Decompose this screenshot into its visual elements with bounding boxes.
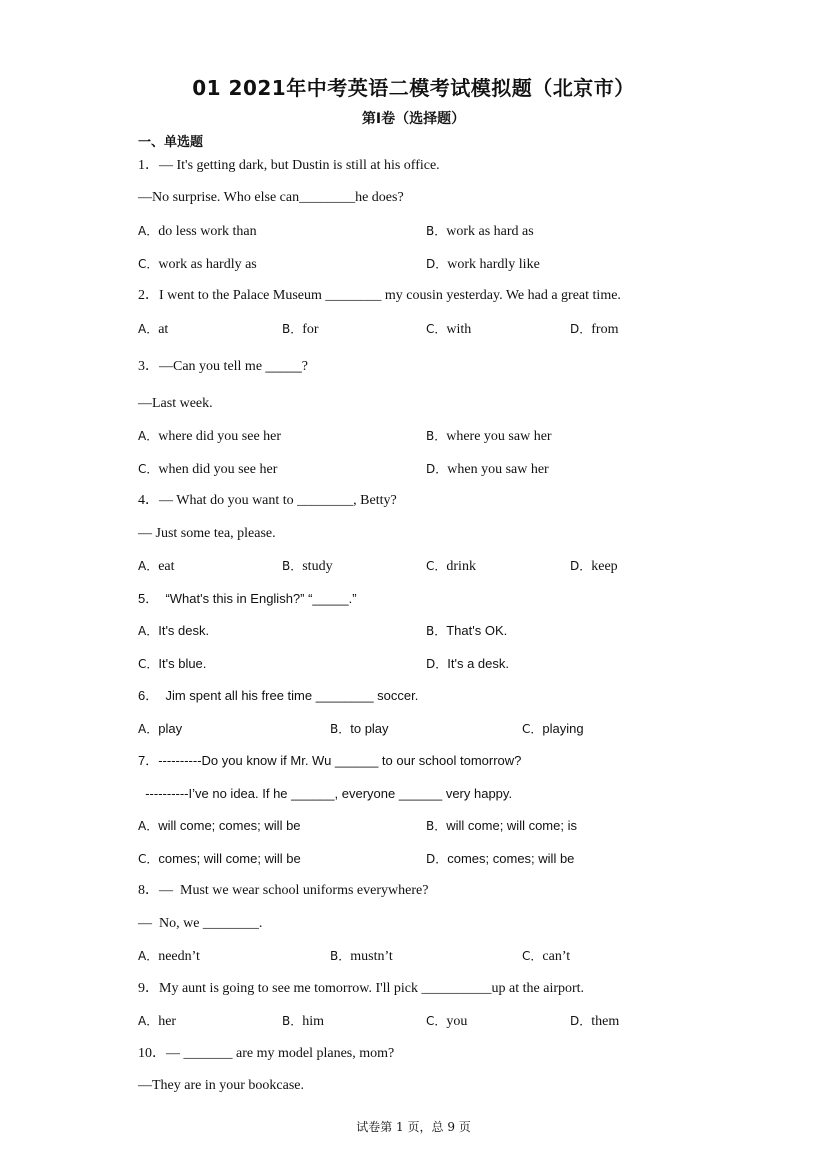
- question-2-option-d: D．from: [570, 322, 619, 337]
- question-5-option-a: A．It's desk.: [138, 623, 210, 638]
- question-7-option-b: B．will come; will come; is: [426, 818, 577, 833]
- question-9-stem: 9．My aunt is going to see me tomorrow. I'll pick __________up at the airport.: [138, 981, 585, 996]
- question-7-stem: 7．----------Do you know if Mr. Wu ______ to our school tomorrow?: [138, 753, 522, 768]
- question-3-reply: —Last week.: [138, 396, 213, 411]
- question-7-reply: ----------I’ve no idea. If he ______, everyone ______ very happy.: [138, 786, 513, 801]
- question-9-option-c: C．you: [426, 1014, 468, 1029]
- question-5-option-d: D．It's a desk.: [426, 656, 509, 671]
- question-8-reply: — No, we ________.: [138, 916, 263, 931]
- question-2-option-b: B．for: [282, 322, 319, 337]
- question-3-option-a: A．where did you see her: [138, 429, 282, 444]
- question-9-option-d: D．them: [570, 1014, 620, 1029]
- question-9-option-a: A．her: [138, 1014, 177, 1029]
- question-3-option-b: B．where you saw her: [426, 429, 552, 444]
- question-10-reply: —They are in your bookcase.: [138, 1078, 304, 1093]
- question-4-option-a: A．eat: [138, 559, 175, 574]
- question-8-stem: 8．— Must we wear school uniforms everywhere?: [138, 883, 429, 898]
- question-8-option-b: B．mustn’t: [330, 949, 393, 964]
- question-6-stem: 6． Jim spent all his free time ________ soccer.: [138, 688, 419, 703]
- question-6-option-a: A．play: [138, 721, 183, 736]
- question-5-stem: 5． “What's this in English?” “_____.”: [138, 591, 357, 606]
- question-8-option-c: C．can’t: [522, 949, 571, 964]
- section-heading: 一、单选题: [138, 135, 204, 150]
- question-4-option-d: D．keep: [570, 559, 618, 574]
- question-2-option-c: C．with: [426, 322, 472, 337]
- question-1-reply: —No surprise. Who else can________he does?: [138, 190, 404, 205]
- question-4-option-b: B．study: [282, 559, 333, 574]
- question-3-blank: _____: [265, 358, 302, 373]
- question-4-reply: — Just some tea, please.: [138, 526, 276, 541]
- question-5-option-b: B．That's OK.: [426, 623, 508, 638]
- question-3-stem: 3．—Can you tell me _____?: [138, 358, 308, 374]
- question-2-option-a: A．at: [138, 322, 169, 337]
- question-1-option-c: C．work as hardly as: [138, 257, 257, 272]
- question-7-option-d: D．comes; comes; will be: [426, 851, 575, 866]
- question-1-option-a: A．do less work than: [138, 224, 257, 239]
- question-4-option-c: C．drink: [426, 559, 476, 574]
- question-3-option-d: D．when you saw her: [426, 462, 549, 477]
- question-6-option-b: B．to play: [330, 721, 389, 736]
- question-5-option-c: C．It's blue.: [138, 656, 207, 671]
- page-footer: 试卷第 1 页，总 9 页: [356, 1120, 471, 1134]
- question-1-option-d: D．work hardly like: [426, 257, 540, 272]
- question-2-stem: 2．I went to the Palace Museum ________ my cousin yesterday. We had a great time.: [138, 288, 621, 303]
- question-10-stem: 10．— _______ are my model planes, mom?: [138, 1046, 395, 1061]
- question-7-option-a: A．will come; comes; will be: [138, 818, 301, 833]
- question-8-option-a: A．needn’t: [138, 949, 200, 964]
- page-title: 01 2021年中考英语二模考试模拟题（北京市）: [192, 76, 635, 100]
- question-3-option-c: C．when did you see her: [138, 462, 278, 477]
- question-1-option-b: B．work as hard as: [426, 224, 534, 239]
- question-7-option-c: C．comes; will come; will be: [138, 851, 301, 866]
- page-subtitle: 第I卷（选择题）: [361, 111, 466, 127]
- question-1-stem: 1．— It's getting dark, but Dustin is still at his office.: [138, 158, 440, 173]
- question-4-stem: 4．— What do you want to ________, Betty?: [138, 493, 397, 508]
- question-9-option-b: B．him: [282, 1014, 325, 1029]
- question-6-option-c: C．playing: [522, 721, 584, 736]
